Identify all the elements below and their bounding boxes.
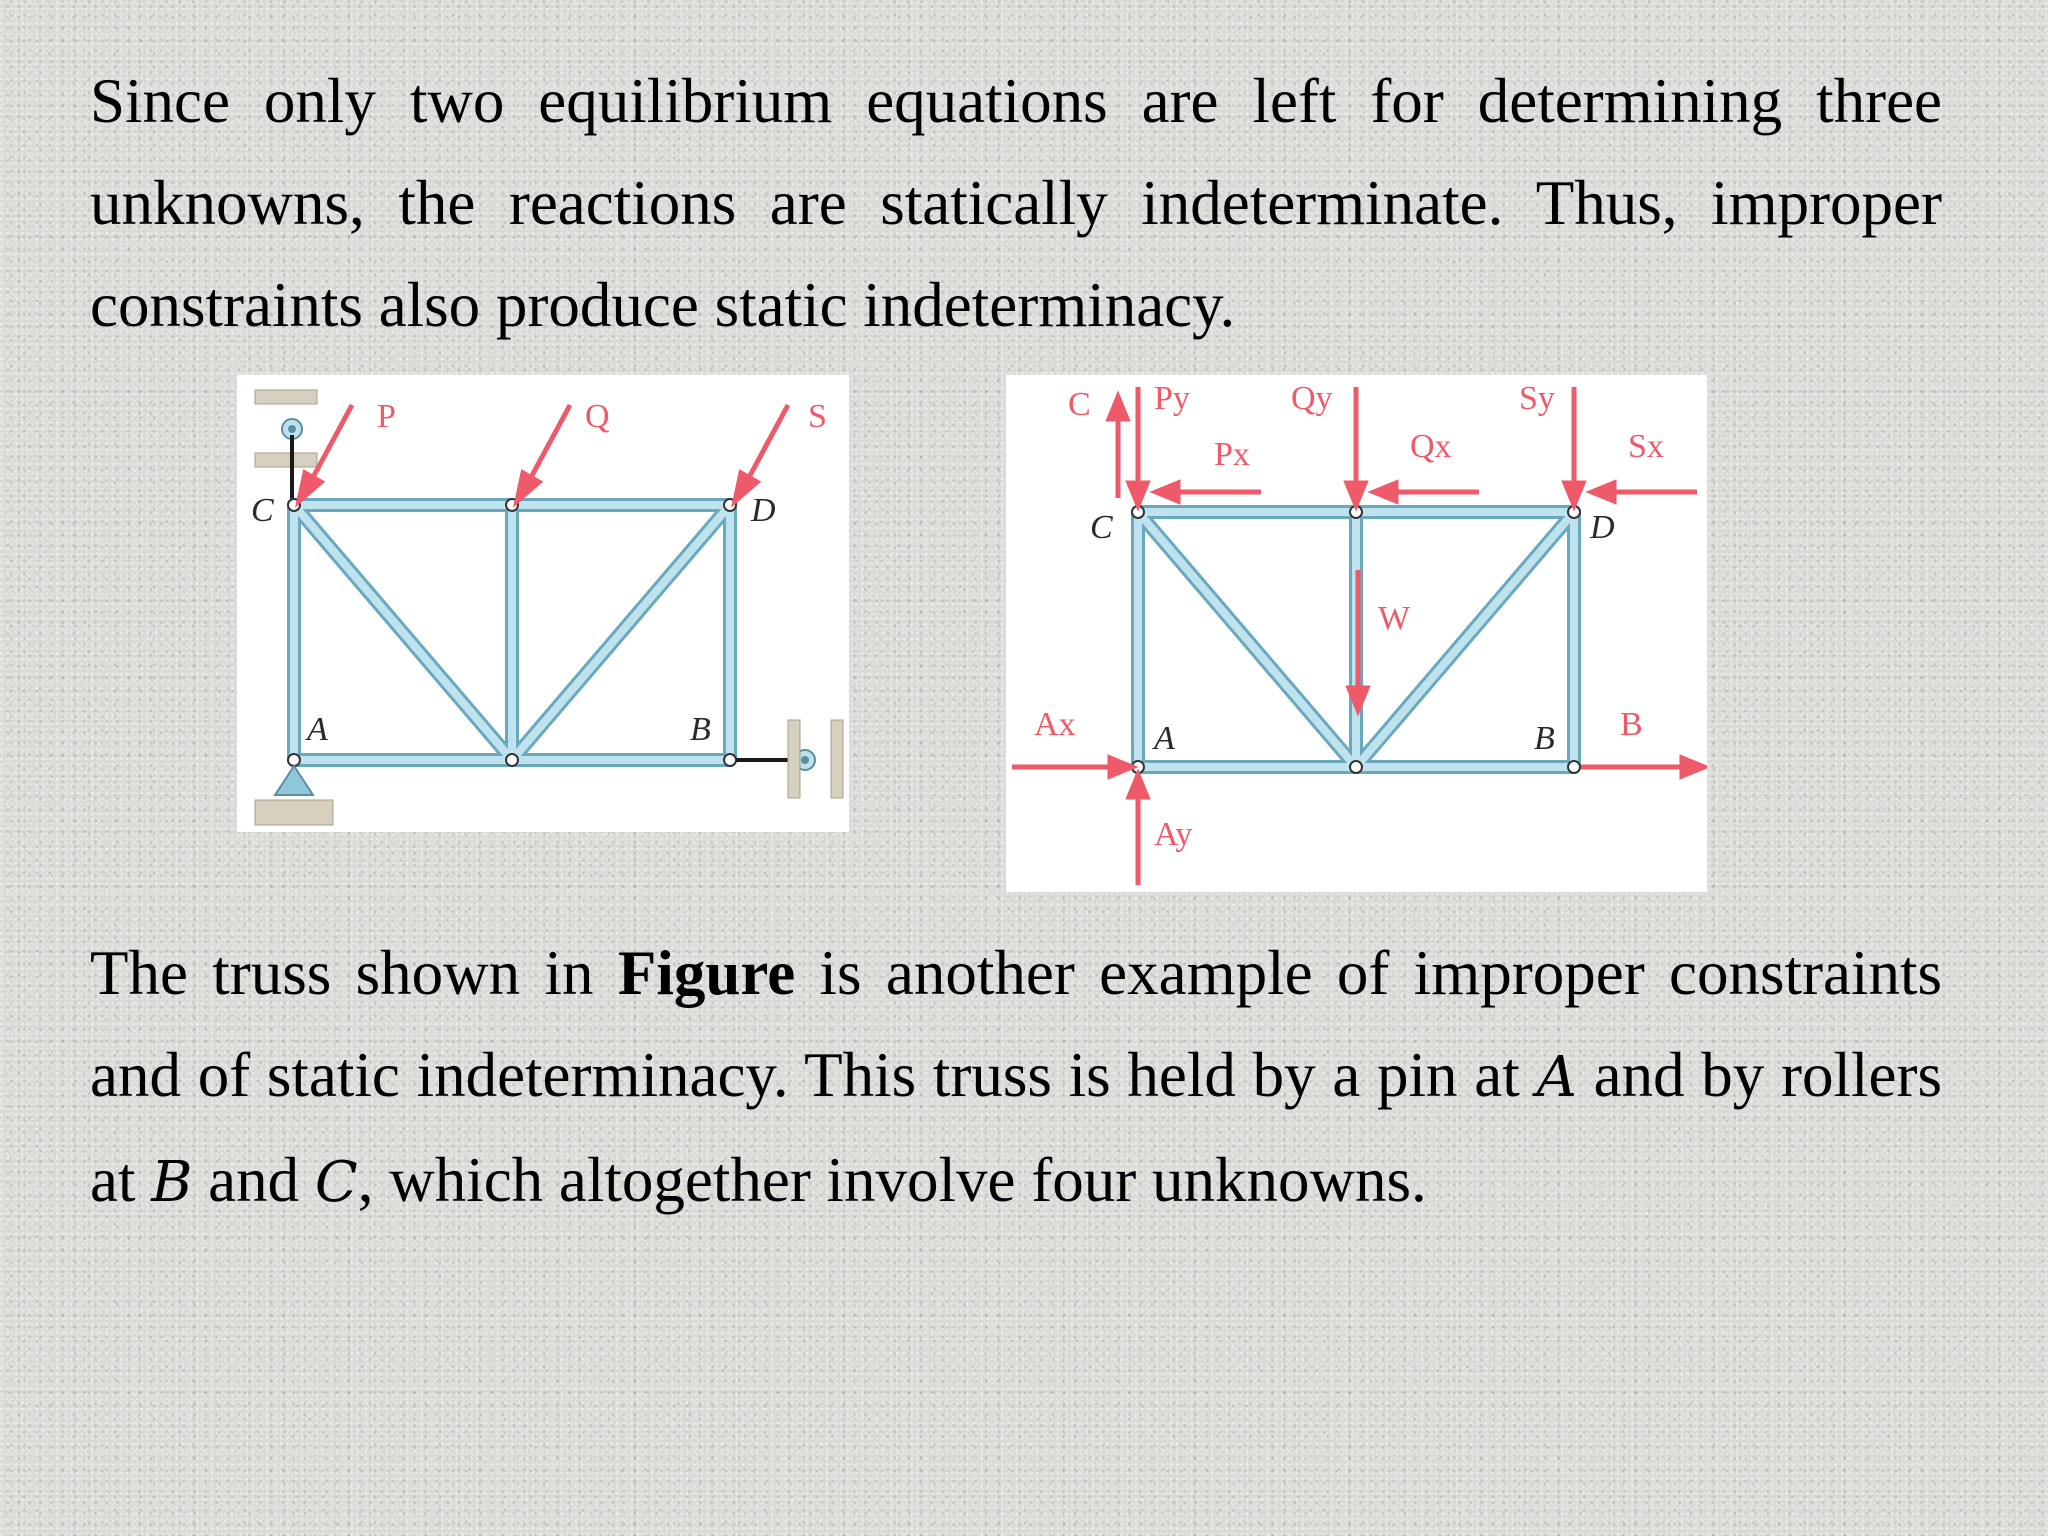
joint-b xyxy=(1568,761,1580,773)
ceiling-support-lower xyxy=(255,453,317,467)
label-joint-a: A xyxy=(1154,720,1175,757)
joint-b xyxy=(724,754,736,766)
load-s-arrow xyxy=(747,405,788,481)
label-joint-d: D xyxy=(1590,509,1615,546)
var-a: A xyxy=(1536,1045,1577,1110)
wall-b-right xyxy=(831,720,843,798)
var-c: C xyxy=(314,1150,358,1215)
truss-figure-supports xyxy=(237,375,849,832)
label-joint-d: D xyxy=(751,492,776,529)
label-joint-c: C xyxy=(1090,509,1113,546)
label-force-px: Px xyxy=(1214,436,1250,473)
label-joint-a: A xyxy=(307,711,328,748)
label-force-qy: Qy xyxy=(1291,380,1333,417)
load-q-arrow xyxy=(529,405,570,481)
label-p: P xyxy=(377,398,396,435)
p2-text-1: The truss shown in xyxy=(90,938,618,1008)
paragraph-improper-constraints: Since only two equilibrium equations are left for determining three unknowns, the reactions are statically indeterminate. Thus, improper constraints also produce static indeterminacy. xyxy=(90,66,1942,340)
pin-support-a-icon xyxy=(275,766,313,795)
label-force-c: C xyxy=(1068,386,1091,423)
label-force-py: Py xyxy=(1154,380,1190,417)
truss-free-body-diagram xyxy=(1006,375,1707,892)
joint-bottom-mid xyxy=(506,754,518,766)
paragraph-truss-example xyxy=(90,922,1942,1234)
label-joint-c: C xyxy=(251,492,274,529)
p2-text-3: and by rollers at xyxy=(90,1040,1942,1215)
label-joint-b: B xyxy=(690,711,711,748)
ceiling-support xyxy=(255,390,317,404)
ground-a xyxy=(255,800,333,825)
var-b: B xyxy=(151,1150,193,1215)
label-q: Q xyxy=(585,398,610,435)
p2-text-4: and xyxy=(192,1145,315,1215)
label-force-ay: Ay xyxy=(1154,816,1193,853)
label-force-sy: Sy xyxy=(1519,380,1555,417)
joint-bottom-mid xyxy=(1350,761,1362,773)
label-force-w: W xyxy=(1378,600,1411,637)
label-force-sx: Sx xyxy=(1628,428,1664,465)
p2-text-5: , which altogether involve four unknowns. xyxy=(357,1145,1427,1215)
label-force-qx: Qx xyxy=(1410,428,1452,465)
label-s: S xyxy=(808,398,827,435)
label-joint-b: B xyxy=(1534,720,1555,757)
wall-b xyxy=(788,720,800,798)
label-force-ax: Ax xyxy=(1034,706,1076,743)
figure-reference: Figure xyxy=(617,938,796,1008)
load-p-arrow xyxy=(311,405,352,481)
p2-text-2: is another example of improper constraints and of static indeterminacy. This truss is held by a pin at xyxy=(90,938,1942,1110)
label-force-b: B xyxy=(1620,706,1643,743)
